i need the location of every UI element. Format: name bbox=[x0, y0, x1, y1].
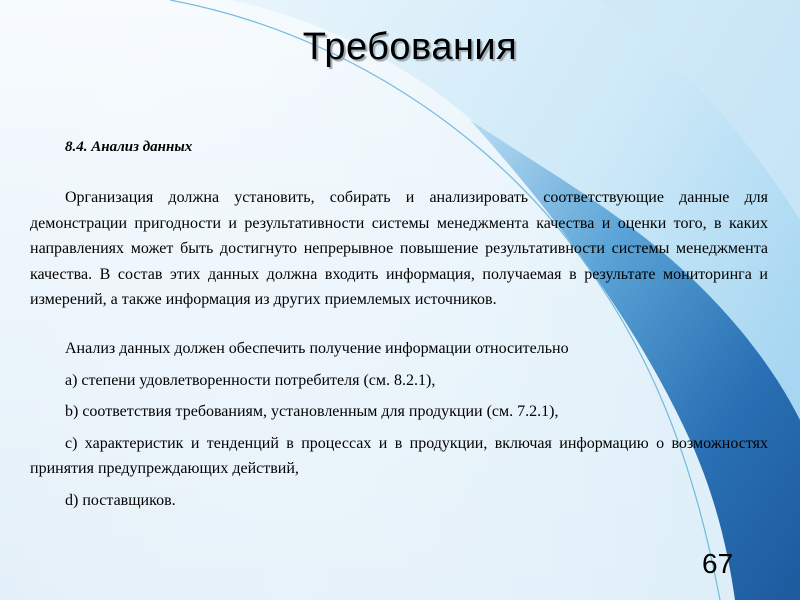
page-number: 67 bbox=[702, 548, 734, 579]
paragraph-organization: Организация должна установить, собирать и анализировать соответствующие данные для демонстрации пригодности и результативности системы менеджмента качества и оценки того, в каких направлениях может быть достигнуто непрерывное повышение результативности системы менеджмента качества. В состав этих данных должна входить информация, получаемая в результате мониторинга и измерений, а также информация из других приемлемых источников. bbox=[30, 189, 768, 309]
section-heading: 8.4. Анализ данных bbox=[65, 139, 193, 155]
slide-content bbox=[30, 135, 768, 520]
slide-title: Требования bbox=[302, 26, 518, 68]
paragraph-analysis-intro: Анализ данных должен обеспечить получение информации относительно bbox=[65, 339, 569, 357]
list-item: а) степени удовлетворенности потребителя (см. 8.2.1), bbox=[65, 371, 436, 389]
list-item: с) характеристик и тенденций в процессах и в продукции, включая информацию о возможностях принятия предупреждающих действий, bbox=[30, 434, 768, 478]
list-item: d) поставщиков. bbox=[65, 491, 176, 509]
list-item: b) соответствия требованиям, установленным для продукции (см. 7.2.1), bbox=[65, 403, 559, 421]
